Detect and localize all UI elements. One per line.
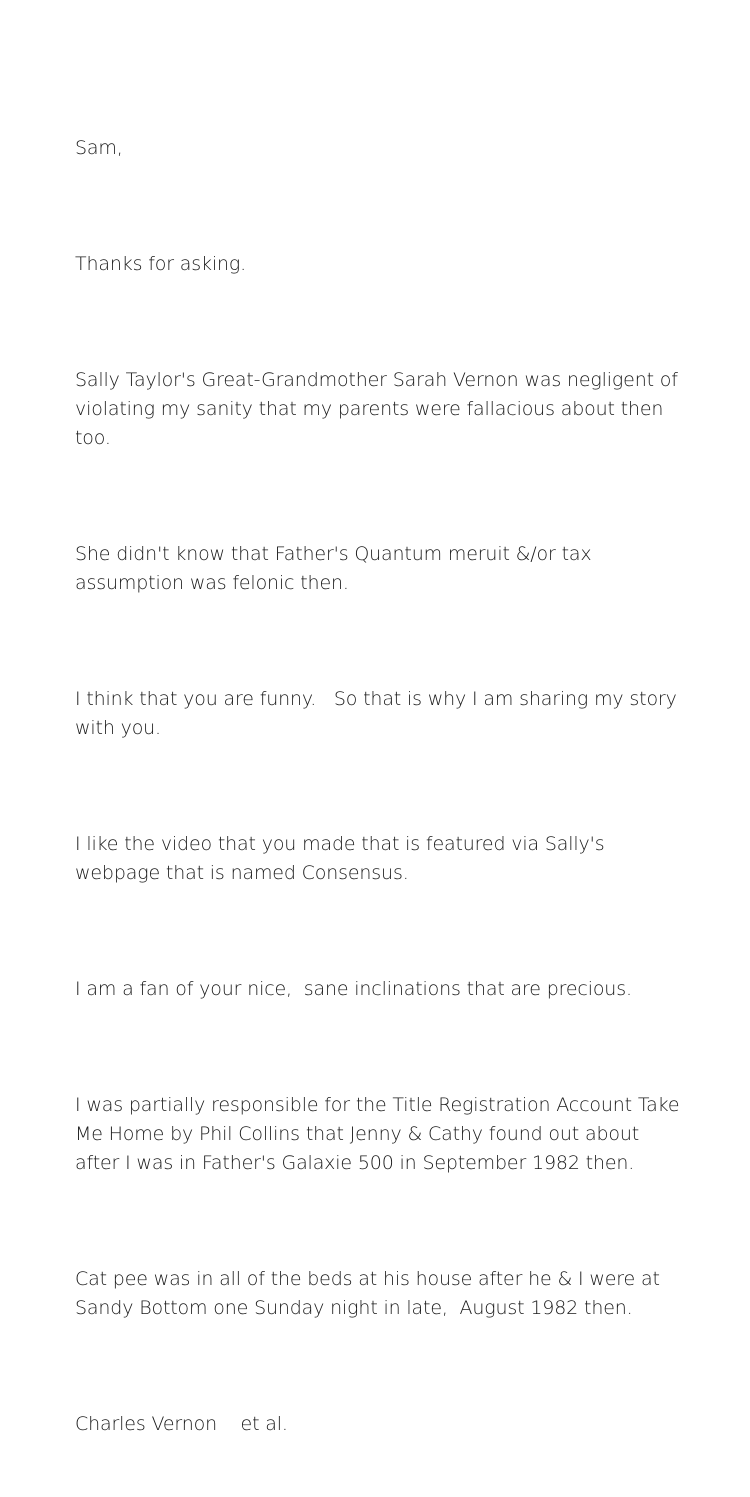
paragraph: I am a fan of your nice, sane inclinations that are precious. bbox=[75, 978, 632, 1000]
paragraph: Sally Taylor's Great-Grandmother Sarah Vernon was negligent of violating my sanity that my parents were fallacious about then too. bbox=[75, 369, 684, 449]
paragraph: I think that you are funny. So that is why I am sharing my story with you. bbox=[75, 688, 683, 739]
paragraph: Cat pee was in all of the beds at his house after he & I were at Sandy Bottom one Sunday night in late, August 1982 then. bbox=[75, 1268, 666, 1319]
signature: Charles Vernon et al. bbox=[75, 1413, 288, 1435]
paragraph: I like the video that you made that is featured via Sally's webpage that is named Consensus. bbox=[75, 833, 611, 884]
letter-body bbox=[75, 76, 685, 1497]
paragraph: She didn't know that Father's Quantum meruit &/or tax assumption was felonic then. bbox=[75, 543, 598, 594]
salutation: Sam, bbox=[75, 137, 123, 159]
paragraph: Thanks for asking. bbox=[75, 253, 247, 275]
paragraph: I was partially responsible for the Title Registration Account Take Me Home by Phil Collins that Jenny & Cathy found out about after I was in Father's Galaxie 500 in September 1982 then. bbox=[75, 1094, 686, 1174]
